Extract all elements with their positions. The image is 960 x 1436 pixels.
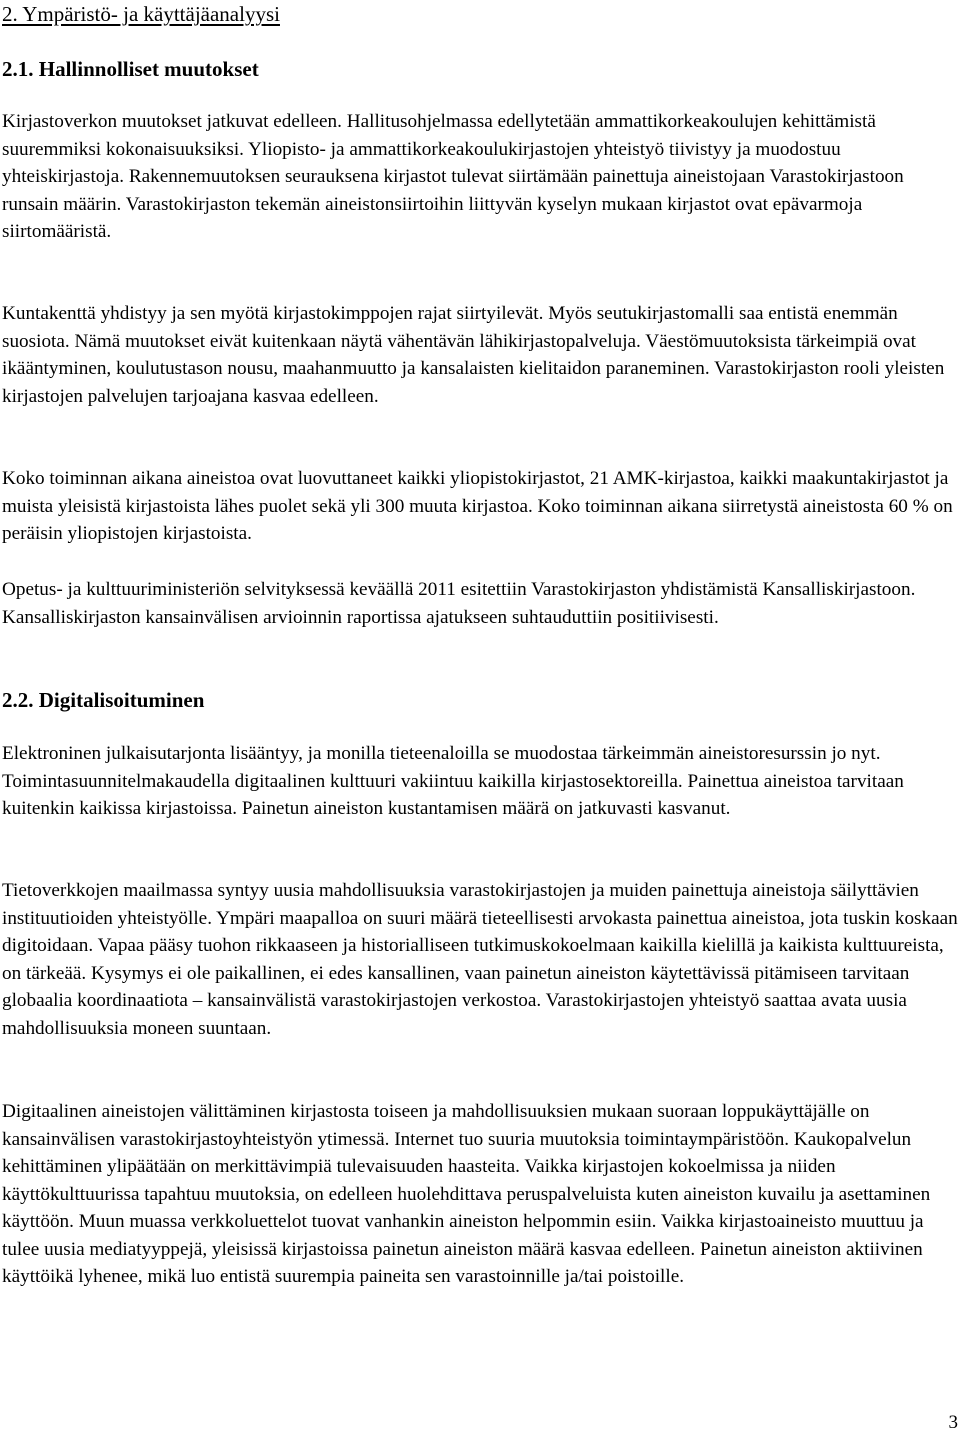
chapter-heading: 2. Ympäristö- ja käyttäjäanalyysi (2, 2, 280, 26)
document-page (2, 0, 958, 1436)
section-heading-hallinnolliset-muutokset: 2.1. Hallinnolliset muutokset (2, 57, 259, 81)
paragraph-tietoverkot: Tietoverkkojen maailmassa syntyy uusia mahdollisuuksia varastokirjastojen ja muiden painettuja aineistoja säilyttävien instituutioiden yhteistyölle. Ympäri maapalloa on suuri määrä tieteellisesti arvokasta painettua aineistoa, jota tuskin koskaan digitoidaan. Vapaa pääsy tuohon rikkaaseen ja historialliseen tutkimuskokoelmaan kaikilla kielillä ja kaikista kulttuureista, on tärkeää. Kysymys ei ole paikallinen, ei edes kansallinen, vaan painetun aineiston käytettävissä pitämiseen tarvitaan globaalia koordinaatiota – kansainvälistä varastokirjastojen verkostoa. Varastokirjastojen yhteistyö saattaa avata uusia mahdollisuuksia moneen suuntaan. (2, 880, 958, 1039)
section-heading-digitalisoituminen: 2.2. Digitalisoituminen (2, 688, 205, 712)
paragraph-kirjastoverkko: Kirjastoverkon muutokset jatkuvat edelleen. Hallitusohjelmassa edellytetään ammattikorkeakoulujen kehittämistä suuremmiksi kokonaisuuksiksi. Yliopisto- ja ammattikorkeakoulukirjastojen yhteistyö tiivistyy ja muodostuu yhteiskirjastoja. Rakennemuutoksen seurauksena kirjastot tulevat siirtämään painettuja aineistojaan Varastokirjastoon runsain määrin. Varastokirjaston tekemän aineistonsiirtoihin liittyvän kyselyn mukaan kirjastot ovat epävarmoja siirtomääristä. (2, 111, 904, 242)
paragraph-digitaalinen: Digitaalinen aineistojen välittäminen kirjastosta toiseen ja mahdollisuuksien mukaan suoraan loppukäyttäjälle on kansainvälisen varastokirjastoyhteistyön ytimessä. Internet tuo suuria muutoksia toimintaympäristöön. Kaukopalvelun kehittäminen ylipäätään on merkittävimpiä tulevaisuuden haasteita. Vaikka kirjastojen kokoelmissa ja niiden käyttökulttuurissa tapahtuu muutoksia, on edelleen huolehdittava peruspalveluista kuten aineiston kuvailu ja asettaminen käyttöön. Muun muassa verkkoluettelot tuovat vanhankin aineiston helpommin esiin. Vaikka kirjastoaineisto muuttuu ja tulee uusia mediatyyppejä, yleisissä kirjastoissa painetun aineiston määrä kasvaa edelleen. Painetun aineiston aktiivinen käyttöikä lyhenee, mikä luo entistä suurempia paineita sen varastoinnille ja/tai poistoille. (2, 1101, 931, 1287)
page-number: 3 (948, 1412, 958, 1433)
paragraph-kuntakentta: Kuntakenttä yhdistyy ja sen myötä kirjastokimppojen rajat siirtyilevät. Myös seutukirjastomalli saa entistä enemmän suosiota. Nämä muutokset eivät kuitenkaan näytä vähentävän lähikirjastopalveluja. Väestömuutoksista tärkeimpiä ovat ikääntyminen, koulutustason nousu, maahanmuutto ja kansalaisten kielitaidon paraneminen. Varastokirjaston rooli yleisten kirjastojen palvelujen tarjoajana kasvaa edelleen. (2, 303, 945, 407)
paragraph-opetus-ministerio: Opetus- ja kulttuuriministeriön selvityksessä keväällä 2011 esitettiin Varastokirjaston yhdistämistä Kansalliskirjastoon. Kansalliskirjaston kansainvälisen arvioinnin raportissa ajatukseen suhtauduttiin positiivisesti. (2, 579, 916, 628)
paragraph-elektroninen: Elektroninen julkaisutarjonta lisääntyy, ja monilla tieteenaloilla se muodostaa tärkeimmän aineistoresurssin jo nyt. Toimintasuunnitelmakaudella digitaalinen kulttuuri vakiintuu kaikilla kirjastosektoreilla. Painettua aineistoa tarvitaan kuitenkin kaikissa kirjastoissa. Painetun aineiston kustantamisen määrä on jatkuvasti kasvanut. (2, 743, 904, 819)
paragraph-koko-toiminnan: Koko toiminnan aikana aineistoa ovat luovuttaneet kaikki yliopistokirjastot, 21 AMK-kirjastoa, kaikki maakuntakirjastot ja muista yleisistä kirjastoista lähes puolet sekä yli 300 muuta kirjastoa. Koko toiminnan aikana siirretystä aineistosta 60 % on peräisin yliopistojen kirjastoista. (2, 468, 953, 544)
